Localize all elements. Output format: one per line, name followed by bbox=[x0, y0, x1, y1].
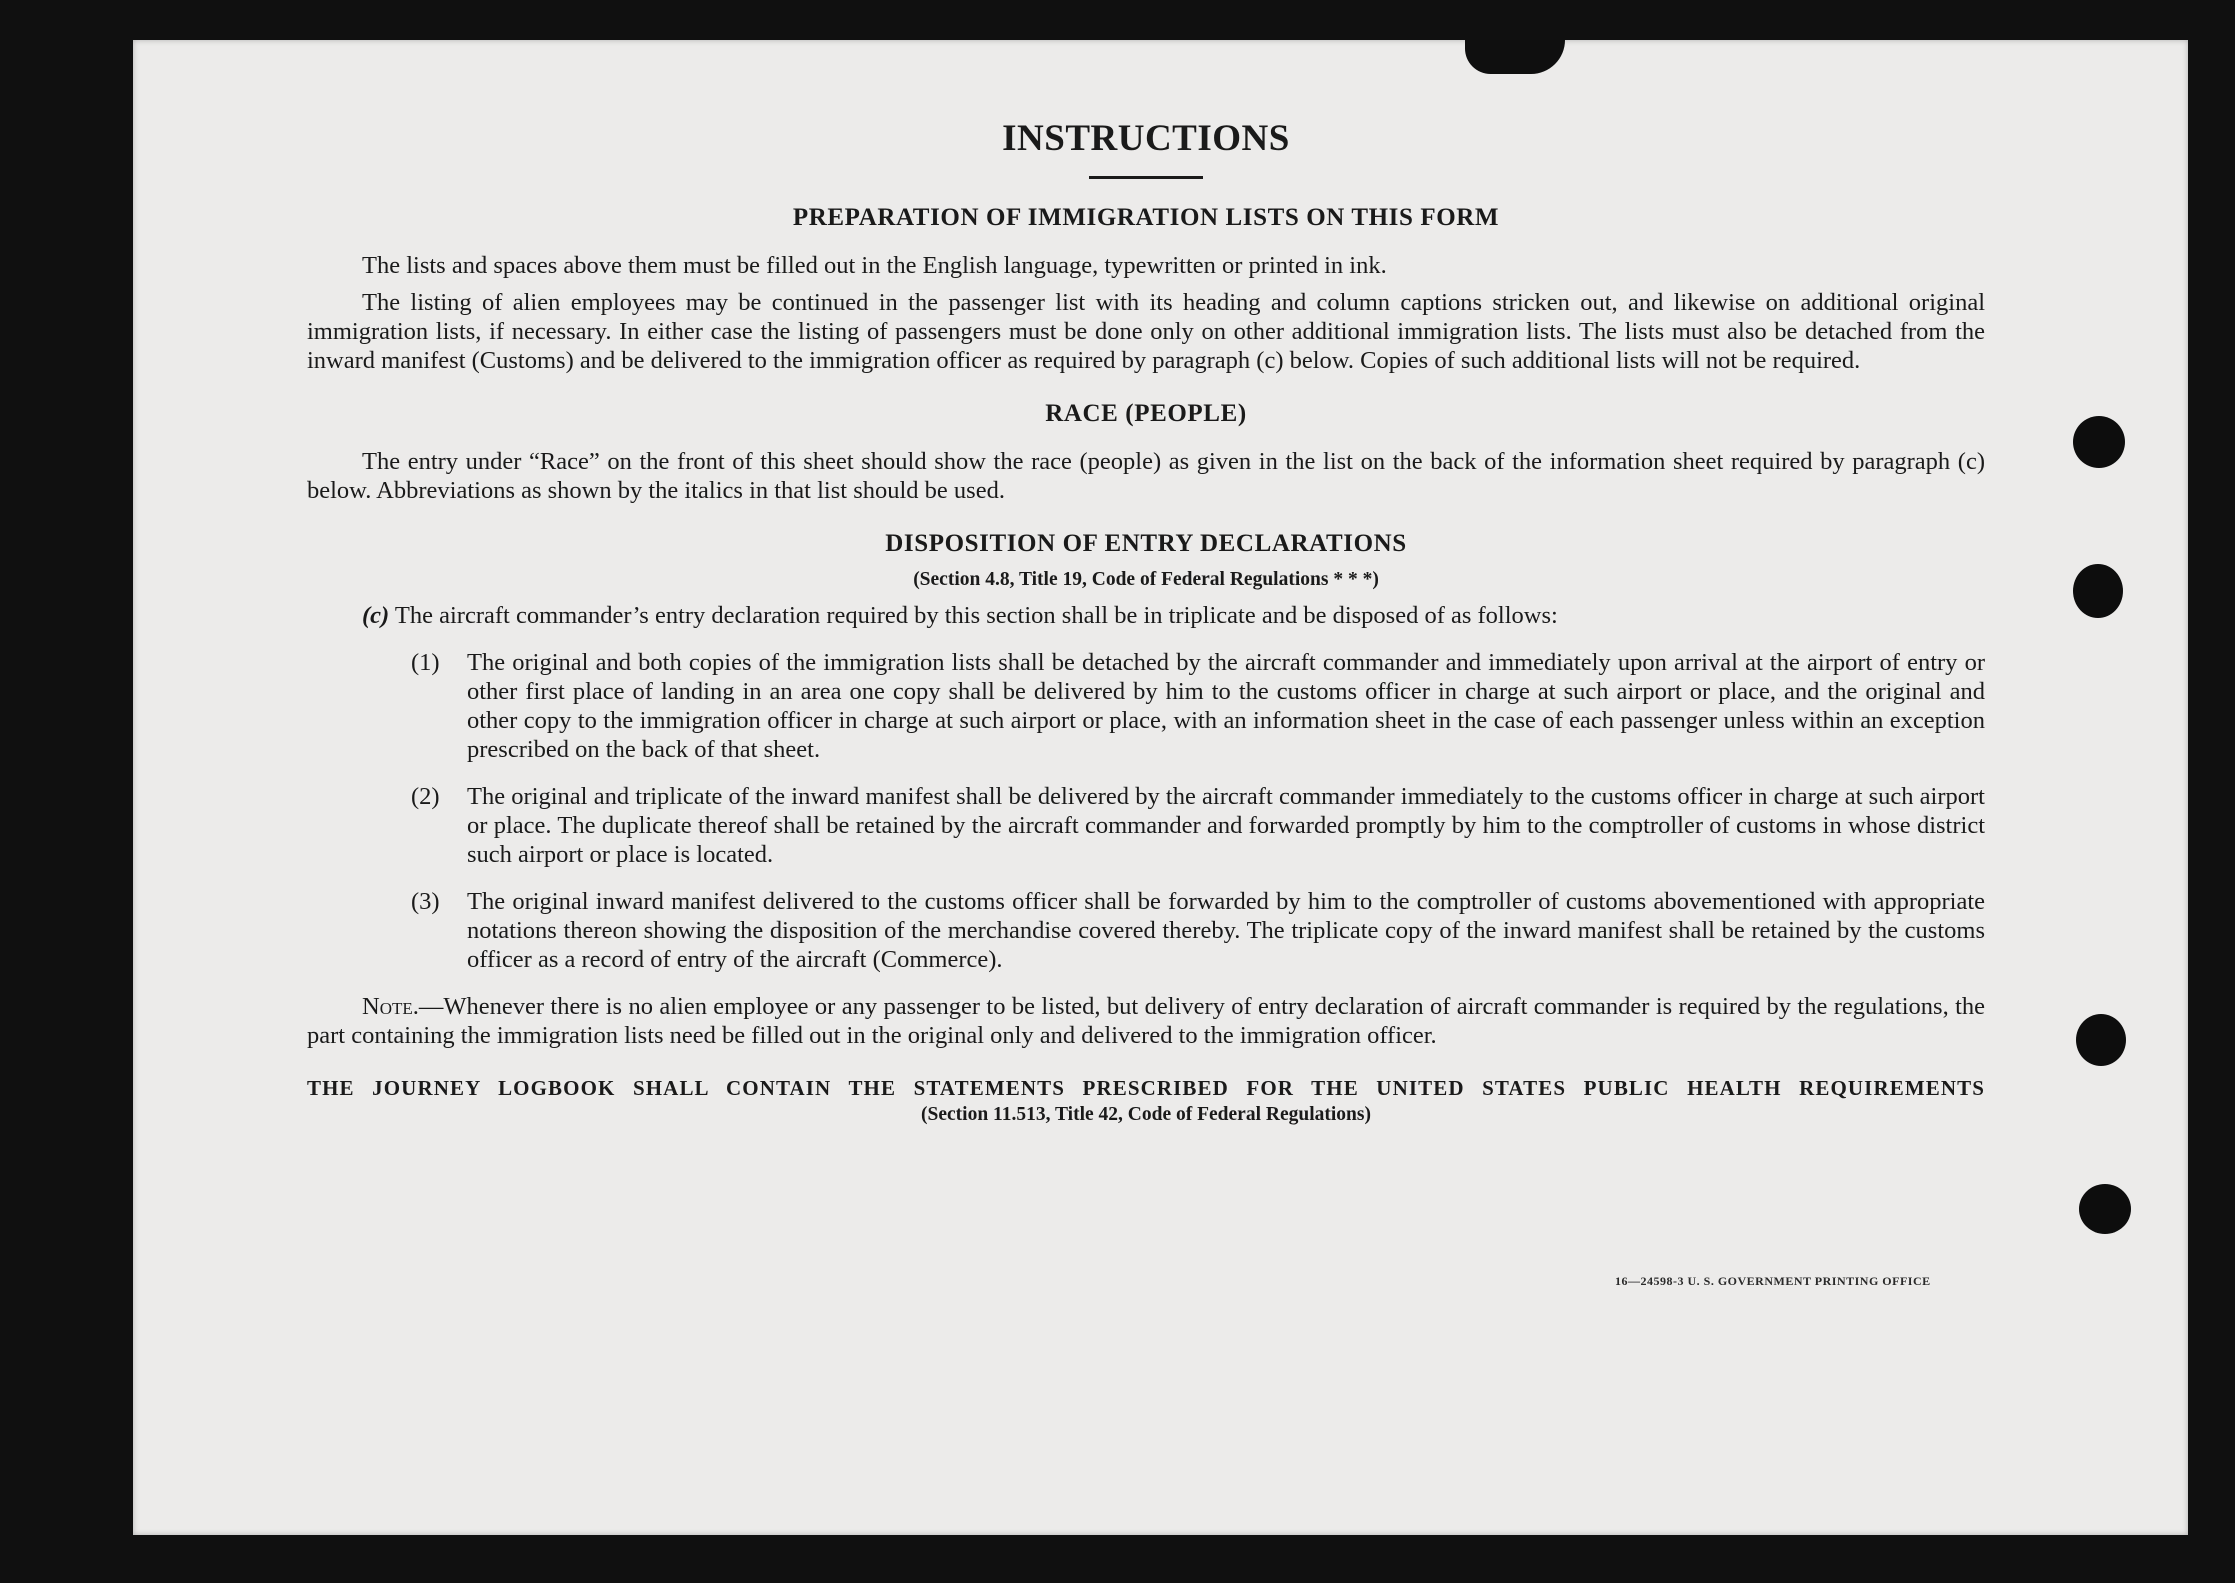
preparation-paragraph-2: The listing of alien employees may be continued in the passenger list with its heading and column captions stricken out, and likewise on additional original immigration lists, if necessary. In either case the listing of passengers must be done only on other additional immigration lists. The lists must also be detached from the inward manifest (Customs) and be delivered to the immigration officer as required by paragraph (c) below. Copies of such additional lists will not be required. bbox=[307, 289, 1985, 374]
public-health-line: THE JOURNEY LOGBOOK SHALL CONTAIN THE STATEMENTS PRESCRIBED FOR THE UNITED STATES PUBLIC HEALTH REQUIREMENTS bbox=[307, 1076, 1985, 1100]
instructions-content bbox=[307, 118, 1985, 1128]
disposition-citation: (Section 4.8, Title 19, Code of Federal Regulations * * *) bbox=[913, 569, 1379, 590]
race-paragraph: The entry under “Race” on the front of this sheet should show the race (people) as given in the list on the back of the information sheet required by paragraph (c) below. Abbreviations as shown by the italics in that list should be used. bbox=[307, 448, 1985, 504]
note-paragraph bbox=[307, 992, 1985, 1050]
punch-hole bbox=[2079, 1184, 2131, 1234]
punch-hole bbox=[2073, 416, 2125, 468]
disposition-intro-text: The aircraft commander’s entry declaration required by this section shall be in triplicate and be disposed of as follows: bbox=[394, 602, 1558, 629]
note-text: —Whenever there is no alien employee or any passenger to be listed, but delivery of entry declaration of aircraft commander is required by the regulations, the part containing the immigration lists need be filled out in the original only and delivered to the immigration officer. bbox=[307, 993, 1985, 1049]
list-item bbox=[307, 887, 1985, 974]
list-item bbox=[307, 648, 1985, 764]
punch-hole bbox=[2073, 564, 2123, 618]
printing-office-code: 16—24598-3 U. S. GOVERNMENT PRINTING OFFICE bbox=[1615, 1274, 1931, 1288]
title-underline bbox=[1089, 176, 1203, 179]
item-number: (1) bbox=[411, 649, 440, 676]
item-text: The original and triplicate of the inward manifest shall be delivered by the aircraft commander immediately to the customs officer in charge at such airport or place. The duplicate thereof shall be retained by the aircraft commander and forwarded promptly by him to the comptroller of customs in whose district such airport or place is located. bbox=[467, 783, 1985, 868]
page-title: INSTRUCTIONS bbox=[1002, 118, 1290, 159]
item-number: (2) bbox=[411, 783, 440, 810]
list-item bbox=[307, 782, 1985, 869]
preparation-paragraph-1: The lists and spaces above them must be filled out in the English language, typewritten or printed in ink. bbox=[362, 252, 1387, 279]
item-text: The original and both copies of the immigration lists shall be detached by the aircraft commander and immediately upon arrival at the airport of entry or other first place of landing in an area one copy shall be delivered by him to the customs officer in charge at such airport or place, and the original and other copy to the immigration officer in charge at such airport or place, with an information sheet in the case of each passenger unless within an exception prescribed on the back of that sheet. bbox=[467, 649, 1985, 763]
race-heading: RACE (PEOPLE) bbox=[1045, 400, 1247, 427]
public-health-citation: (Section 11.513, Title 42, Code of Federal Regulations) bbox=[921, 1104, 1371, 1125]
punch-hole bbox=[2076, 1014, 2126, 1066]
disposition-heading: DISPOSITION OF ENTRY DECLARATIONS bbox=[885, 530, 1407, 557]
item-text: The original inward manifest delivered to the customs officer shall be forwarded by him to the comptroller of customs abovementioned with appropriate notations thereon showing the disposition of the merchandise covered thereby. The triplicate copy of the inward manifest shall be retained by the customs officer as a record of entry of the aircraft (Commerce). bbox=[467, 888, 1985, 973]
disposition-intro bbox=[307, 601, 1985, 630]
preparation-heading: PREPARATION OF IMMIGRATION LISTS ON THIS FORM bbox=[792, 204, 1500, 231]
item-number: (3) bbox=[411, 888, 440, 915]
note-label: Note. bbox=[362, 993, 419, 1020]
paragraph-c-label: (c) bbox=[362, 602, 390, 629]
